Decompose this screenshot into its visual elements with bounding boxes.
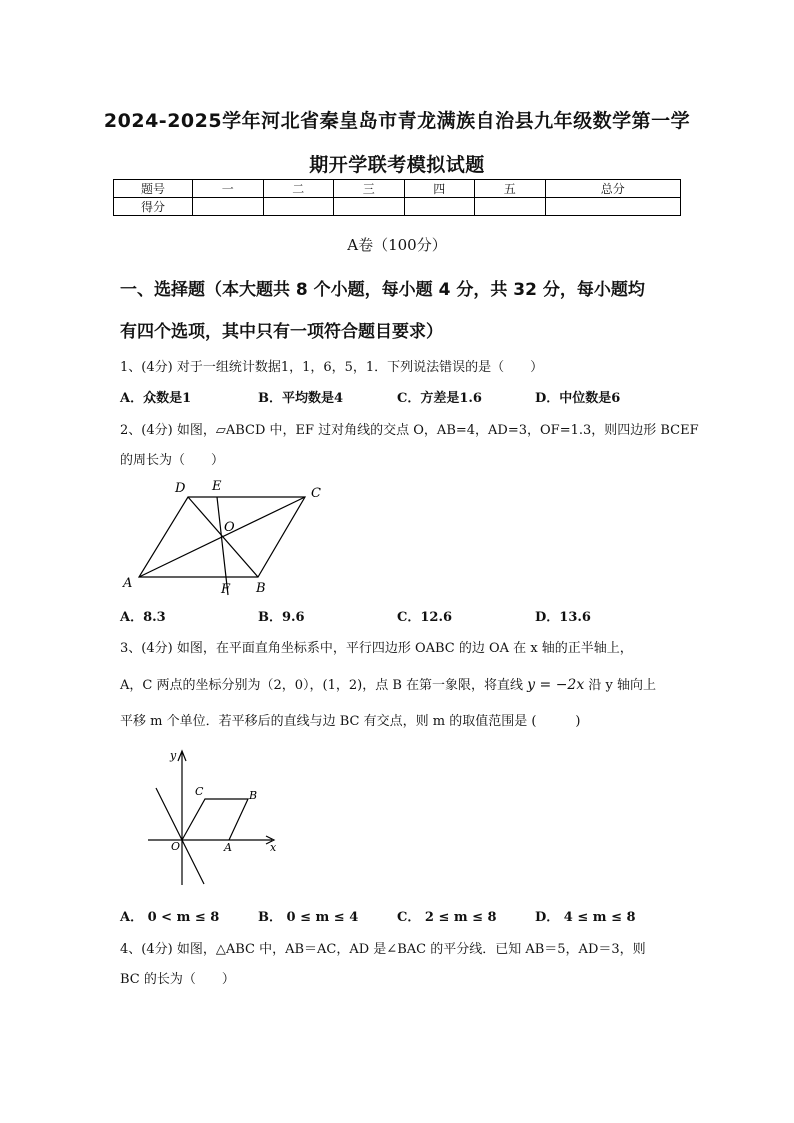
question-2-text-line1: 2、(4分) 如图，▱ABCD 中，EF 过对角线的交点 O，AB=4，AD=3，OF=1.3，则四边形 BCEF xyxy=(120,423,699,438)
option-b[interactable]: B． 0 ≤ m ≤ 4 xyxy=(258,910,359,925)
table-cell xyxy=(475,198,546,216)
option-d[interactable]: D．中位数是6 xyxy=(535,391,621,406)
question-1-text: 1、(4分) 对于一组统计数据1，1，6，5，1．下列说法错误的是（ ） xyxy=(120,360,544,375)
label-b: B xyxy=(249,789,258,802)
question-3-text-line2-pre: A，C 两点的坐标分别为（2，0），(1，2)，点 B 在第一象限，将直线 xyxy=(120,678,524,693)
question-3-text-line2 xyxy=(120,674,656,693)
table-cell: 得分 xyxy=(114,198,193,216)
label-a: A xyxy=(123,576,133,591)
question-1-options xyxy=(120,387,680,405)
table-cell: 二 xyxy=(263,180,334,198)
label-c: C xyxy=(195,785,204,798)
question-3-options xyxy=(120,906,680,924)
coordinate-figure xyxy=(140,745,290,890)
option-d[interactable]: D．13.6 xyxy=(535,610,591,625)
score-table-header-row xyxy=(114,180,681,198)
score-table xyxy=(113,179,681,216)
parallelogram-oabc xyxy=(182,799,248,840)
question-2-options xyxy=(120,606,680,624)
exam-title-line1: 2024-2025学年河北省秦皇岛市青龙满族自治县九年级数学第一学 xyxy=(103,110,691,132)
label-f: F xyxy=(221,582,231,597)
label-d: D xyxy=(175,481,186,496)
label-o: O xyxy=(171,840,181,853)
option-a[interactable]: A．8.3 xyxy=(120,610,166,625)
option-a[interactable]: A． 0 < m ≤ 8 xyxy=(120,910,220,925)
parallelogram-figure xyxy=(115,475,345,600)
line-formula: y = −2x xyxy=(527,677,585,693)
option-d[interactable]: D． 4 ≤ m ≤ 8 xyxy=(535,910,636,925)
question-2-text-line2: 的周长为（ ） xyxy=(120,453,225,468)
label-o: O xyxy=(224,520,235,535)
table-cell xyxy=(545,198,681,216)
label-b: B xyxy=(256,581,266,596)
segment-ef xyxy=(217,497,228,595)
table-cell: 四 xyxy=(404,180,475,198)
option-c[interactable]: C．方差是1.6 xyxy=(397,391,482,406)
question-3-text-line2-post: 沿 y 轴向上 xyxy=(588,678,656,693)
option-a[interactable]: A．众数是1 xyxy=(120,391,192,406)
label-e: E xyxy=(212,479,222,494)
table-cell: 五 xyxy=(475,180,546,198)
label-a: A xyxy=(224,841,232,854)
option-b[interactable]: B．9.6 xyxy=(258,610,305,625)
option-b[interactable]: B．平均数是4 xyxy=(258,391,344,406)
question-4-text-line1: 4、(4分) 如图，△ABC 中，AB＝AC，AD 是∠BAC 的平分线．已知 AB＝5，AD＝3，则 xyxy=(120,942,646,957)
table-cell: 总分 xyxy=(545,180,681,198)
part1-heading-line1: 一、选择题（本大题共 8 个小题，每小题 4 分，共 32 分，每小题均 xyxy=(120,280,645,300)
score-table-score-row xyxy=(114,198,681,216)
table-cell xyxy=(334,198,405,216)
label-x: x xyxy=(270,841,277,854)
option-c[interactable]: C． 2 ≤ m ≤ 8 xyxy=(397,910,497,925)
table-cell xyxy=(404,198,475,216)
line-y-neg2x xyxy=(156,788,204,884)
table-cell: 题号 xyxy=(114,180,193,198)
question-3-text-line3: 平移 m 个单位．若平移后的直线与边 BC 有交点，则 m 的取值范围是 ( ) xyxy=(120,714,581,729)
question-3-text-line1: 3、(4分) 如图，在平面直角坐标系中，平行四边形 OABC 的边 OA 在 x 轴的正半轴上， xyxy=(120,641,633,656)
diagonal-db xyxy=(188,497,258,577)
exam-title-line2: 期开学联考模拟试题 xyxy=(309,154,485,176)
label-y: y xyxy=(170,749,177,762)
option-c[interactable]: C．12.6 xyxy=(397,610,453,625)
label-c: C xyxy=(311,486,321,501)
part1-heading-line2: 有四个选项，其中只有一项符合题目要求） xyxy=(120,322,443,342)
question-4-text-line2: BC 的长为（ ） xyxy=(120,972,235,987)
table-cell xyxy=(193,198,264,216)
table-cell: 三 xyxy=(334,180,405,198)
table-cell: 一 xyxy=(193,180,264,198)
table-cell xyxy=(263,198,334,216)
section-a-heading: A卷（100分） xyxy=(347,236,447,254)
